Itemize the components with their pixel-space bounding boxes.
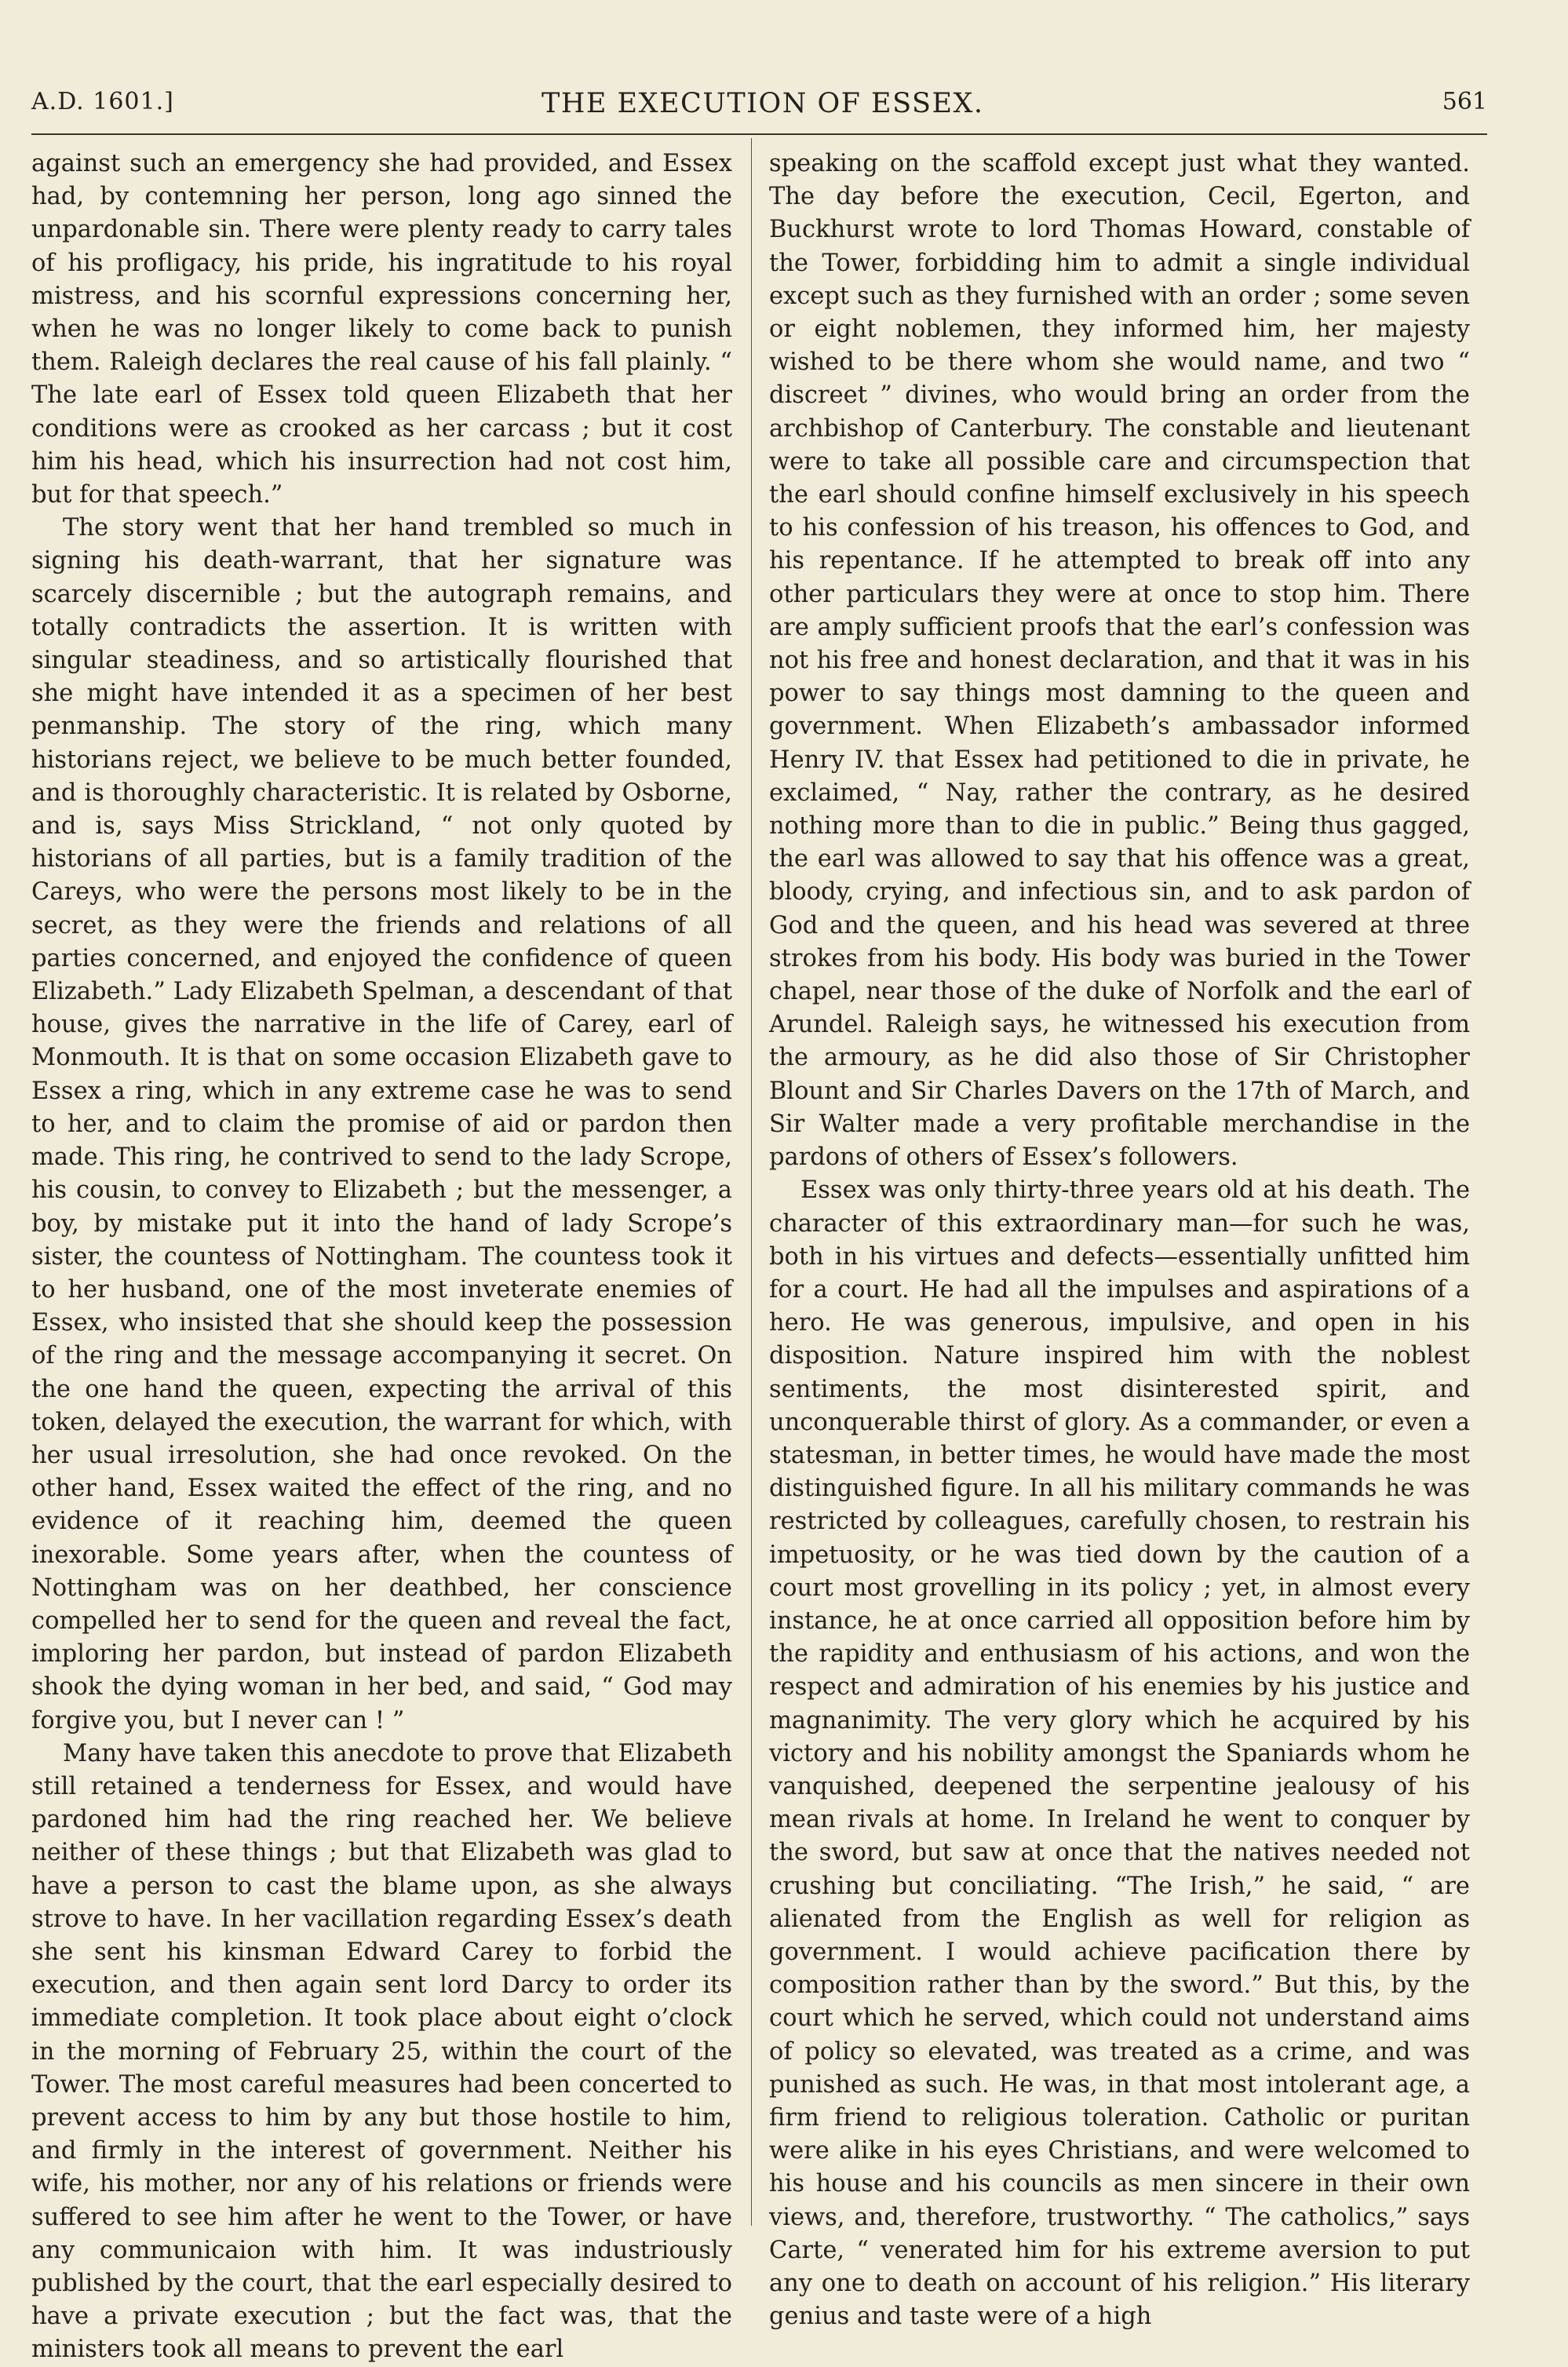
page-number: 561 xyxy=(1442,88,1487,115)
right-paragraph-2: Essex was only thirty-three years old at his death. The character of this extraordinary man—for such he was, both in his virtues and defects—essentially unfitted him for a court. He had all the impulses and aspirations of a hero. He was generous, impulsive, and open in his disposition. Nature inspired him with the noblest sentiments, the most disinterested spirit, and unconquerable thirst of glory. As a commander, or even a statesman, in better times, he would have made the most distinguished figure. In all his military commands he was restricted by colleagues, carefully chosen, to restrain his impetuosity, or he was tied down by the caution of a court most grovelling in its policy ; yet, in almost every instance, he at once carried all opposition before him by the rapidity and enthusiasm of his actions, and won the respect and admiration of his enemies by his justice and magnanimity. The very glory which he acquired by his victory and his nobility amongst the Spaniards whom he vanquished, deepened the serpentine jealousy of his mean rivals at home. In Ireland he went to conquer by the sword, but saw at once that the natives needed not crushing but conciliating. “The Irish,” he said, “ are alienated from the English as well for religion as government. I would achieve pacification there by composition rather than by the sword.” But this, by the court which he served, which could not understand aims of policy so elevated, was treated as a crime, and was punished as such. He was, in that most intolerant age, a firm friend to religious toleration. Catholic or puritan were alike in his eyes Christians, and were welcomed to his house and his councils as men sincere in their own views, and, therefore, trustworthy. “ The catholics,” says Carte, “ venerated him for his extreme aversion to put any one to death on account of his religion.” His literary genius and taste were of a high xyxy=(769,1176,1470,2331)
left-paragraph-1: against such an emergency she had provided, and Essex had, by contemning her person, long ago sinned the unpardonable sin. There were plenty ready to carry tales of his profligacy, his pride, his ingratitude to his royal mistress, and his scornful expressions concerning her, when he was no longer likely to come back to punish them. Raleigh declares the real cause of his fall plainly. “ The late earl of Essex told queen Elizabeth that her conditions were as crooked as her carcass ; but it cost him his head, which his insurrection had not cost him, but for that speech.” xyxy=(31,150,732,509)
header-rule xyxy=(31,133,1487,135)
left-column xyxy=(31,148,732,2364)
header-date: A.D. 1601.] xyxy=(31,88,174,115)
left-paragraph-3: Many have taken this anecdote to prove that Elizabeth still retained a tenderness for Essex, and would have pardoned him had the ring reached her. We believe neither of these things ; but that Elizabeth was glad to have a person to cast the blame upon, as she always strove to have. In her vacillation regarding Essex’s death she sent his kinsman Edward Carey to forbid the execution, and then again sent lord Darcy to order its immediate completion. It took place about eight o’clock in the morning of February 25, within the court of the Tower. The most careful measures had been concerted to prevent access to him by any but those hostile to him, and firmly in the interest of government. Neither his wife, his mother, nor any of his relations or friends were suffered to see him after he went to the Tower, or have any communicaion with him. It was industriously published by the court, that the earl especially desired to have a private execution ; but the fact was, that the ministers took all means to prevent the earl xyxy=(31,1739,732,2364)
header-title: THE EXECUTION OF ESSEX. xyxy=(542,88,984,119)
right-paragraph-1: speaking on the scaffold except just what they wanted. The day before the execution, Cecil, Egerton, and Buckhurst wrote to lord Thomas Howard, constable of the Tower, forbidding him to admit a single individual except such as they furnished with an order ; some seven or eight noblemen, they informed him, her majesty wished to be there whom she would name, and two “ discreet ” divines, who would bring an order from the archbishop of Canterbury. The constable and lieutenant were to take all possible care and circumspection that the earl should confine himself exclusively in his speech to his confession of his treason, his offences to God, and his repentance. If he attempted to break off into any other particulars they were at once to stop him. There are amply sufficient proofs that the earl’s confession was not his free and honest declaration, and that it was in his power to say things most damning to the queen and government. When Elizabeth’s ambassador informed Henry IV. that Essex had petitioned to die in private, he exclaimed, “ Nay, rather the contrary, as he desired nothing more than to die in public.” Being thus gagged, the earl was allowed to say that his offence was a great, bloody, crying, and infectious sin, and to ask pardon of God and the queen, and his head was severed at three strokes from his body. His body was buried in the Tower chapel, near those of the duke of Norfolk and the earl of Arundel. Raleigh says, he witnessed his execution from the armoury, as he did also those of Sir Christopher Blount and Sir Charles Davers on the 17th of March, and Sir Walter made a very profitable merchandise in the pardons of others of Essex’s followers. xyxy=(769,150,1470,1172)
column-divider xyxy=(751,138,752,2226)
running-header xyxy=(31,88,1487,129)
left-paragraph-2: The story went that her hand trembled so much in signing his death-warrant, that her signature was scarcely discernible ; but the autograph remains, and totally contradicts the assertion. It is written with singular steadiness, and so artistically flourished that she might have intended it as a specimen of her best penmanship. The story of the ring, which many historians reject, we believe to be much better founded, and is thoroughly characteristic. It is related by Osborne, and is, says Miss Strickland, “ not only quoted by historians of all parties, but is a family tradition of the Careys, who were the persons most likely to be in the secret, as they were the friends and relations of all parties concerned, and enjoyed the confidence of queen Elizabeth.” Lady Elizabeth Spelman, a descendant of that house, gives the narrative in the life of Carey, earl of Monmouth. It is that on some occasion Elizabeth gave to Essex a ring, which in any extreme case he was to send to her, and to claim the promise of aid or pardon then made. This ring, he contrived to send to the lady Scrope, his cousin, to convey to Elizabeth ; but the messenger, a boy, by mistake put it into the hand of lady Scrope’s sister, the countess of Nottingham. The countess took it to her husband, one of the most inveterate enemies of Essex, who insisted that she should keep the possession of the ring and the message accompanying it secret. On the one hand the queen, expecting the arrival of this token, delayed the execution, the warrant for which, with her usual irresolution, she had once revoked. On the other hand, Essex waited the effect of the ring, and no evidence of it reaching him, deemed the queen inexorable. Some years after, when the countess of Nottingham was on her deathbed, her conscience compelled her to send for the queen and reveal the fact, imploring her pardon, but instead of pardon Elizabeth shook the dying woman in her bed, and said, “ God may forgive you, but I never can ! ” xyxy=(31,514,732,1734)
right-column xyxy=(769,148,1470,2331)
